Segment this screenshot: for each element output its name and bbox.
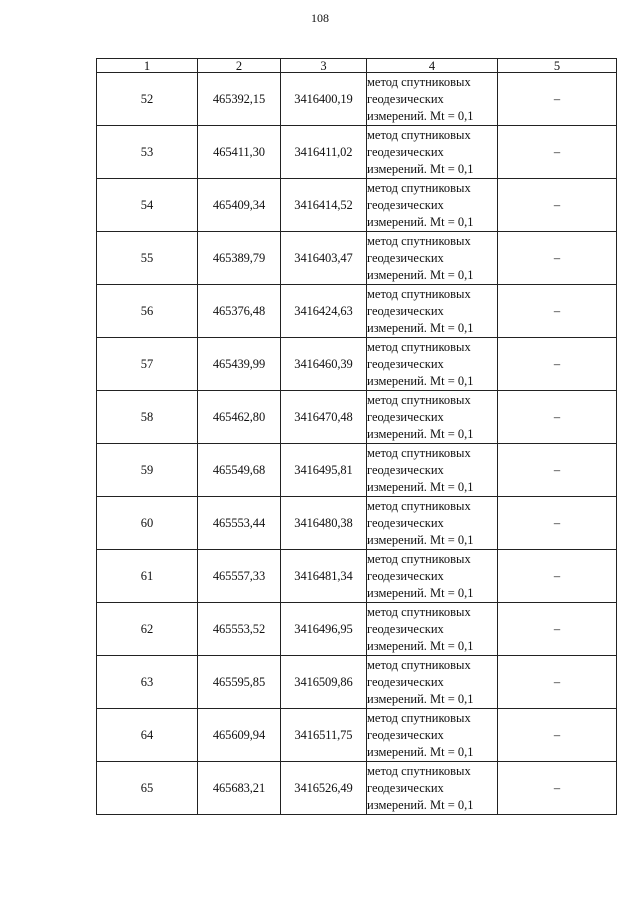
method-text-line: метод спутниковых xyxy=(367,286,471,301)
method-text-line: метод спутниковых xyxy=(367,710,471,725)
x-coordinate-cell: 465462,80 xyxy=(198,391,281,444)
method-cell xyxy=(367,497,498,550)
column-header-4: 4 xyxy=(367,59,498,73)
method-text-line: метод спутниковых xyxy=(367,392,471,407)
note-cell: – xyxy=(498,338,617,391)
note-cell: – xyxy=(498,391,617,444)
x-coordinate-cell: 465557,33 xyxy=(198,550,281,603)
point-number-cell: 64 xyxy=(97,709,198,762)
method-text-line: геодезических xyxy=(367,91,444,106)
point-number-cell: 61 xyxy=(97,550,198,603)
method-text-line: геодезических xyxy=(367,568,444,583)
note-cell: – xyxy=(498,232,617,285)
method-cell xyxy=(367,232,498,285)
note-cell: – xyxy=(498,126,617,179)
note-cell: – xyxy=(498,709,617,762)
y-coordinate-cell: 3416403,47 xyxy=(281,232,367,285)
method-text-line: геодезических xyxy=(367,674,444,689)
x-coordinate-cell: 465409,34 xyxy=(198,179,281,232)
point-number-cell: 60 xyxy=(97,497,198,550)
method-text-line: геодезических xyxy=(367,515,444,530)
method-text-line: геодезических xyxy=(367,727,444,742)
page-number: 108 xyxy=(311,11,329,25)
method-text-line: измерений. Mt = 0,1 xyxy=(367,532,474,547)
method-text-line: измерений. Mt = 0,1 xyxy=(367,214,474,229)
y-coordinate-cell: 3416414,52 xyxy=(281,179,367,232)
method-text-line: метод спутниковых xyxy=(367,127,471,142)
x-coordinate-cell: 465389,79 xyxy=(198,232,281,285)
method-cell xyxy=(367,603,498,656)
method-text-line: метод спутниковых xyxy=(367,498,471,513)
column-header-3: 3 xyxy=(281,59,367,73)
coordinates-table xyxy=(96,58,617,815)
method-cell xyxy=(367,285,498,338)
note-cell: – xyxy=(498,444,617,497)
note-cell: – xyxy=(498,497,617,550)
table-row xyxy=(97,232,617,285)
table-row xyxy=(97,603,617,656)
method-cell xyxy=(367,762,498,815)
method-text-line: метод спутниковых xyxy=(367,74,471,89)
table-row xyxy=(97,126,617,179)
point-number-cell: 53 xyxy=(97,126,198,179)
y-coordinate-cell: 3416460,39 xyxy=(281,338,367,391)
method-cell xyxy=(367,338,498,391)
table-row xyxy=(97,338,617,391)
table-row xyxy=(97,656,617,709)
method-text-line: измерений. Mt = 0,1 xyxy=(367,744,474,759)
method-text-line: метод спутниковых xyxy=(367,339,471,354)
x-coordinate-cell: 465595,85 xyxy=(198,656,281,709)
x-coordinate-cell: 465392,15 xyxy=(198,73,281,126)
method-text-line: геодезических xyxy=(367,780,444,795)
x-coordinate-cell: 465553,52 xyxy=(198,603,281,656)
point-number-cell: 52 xyxy=(97,73,198,126)
y-coordinate-cell: 3416481,34 xyxy=(281,550,367,603)
method-text-line: измерений. Mt = 0,1 xyxy=(367,108,474,123)
point-number-cell: 62 xyxy=(97,603,198,656)
column-header-1: 1 xyxy=(97,59,198,73)
point-number-cell: 65 xyxy=(97,762,198,815)
method-text-line: метод спутниковых xyxy=(367,180,471,195)
method-text-line: метод спутниковых xyxy=(367,657,471,672)
method-text-line: измерений. Mt = 0,1 xyxy=(367,373,474,388)
note-cell: – xyxy=(498,285,617,338)
y-coordinate-cell: 3416511,75 xyxy=(281,709,367,762)
x-coordinate-cell: 465376,48 xyxy=(198,285,281,338)
method-cell xyxy=(367,709,498,762)
method-text-line: геодезических xyxy=(367,197,444,212)
column-header-5: 5 xyxy=(498,59,617,73)
table-row xyxy=(97,391,617,444)
method-text-line: геодезических xyxy=(367,462,444,477)
note-cell: – xyxy=(498,762,617,815)
method-text-line: геодезических xyxy=(367,144,444,159)
y-coordinate-cell: 3416411,02 xyxy=(281,126,367,179)
method-text-line: измерений. Mt = 0,1 xyxy=(367,638,474,653)
method-text-line: измерений. Mt = 0,1 xyxy=(367,585,474,600)
method-text-line: геодезических xyxy=(367,303,444,318)
method-text-line: геодезических xyxy=(367,621,444,636)
method-text-line: измерений. Mt = 0,1 xyxy=(367,426,474,441)
method-cell xyxy=(367,550,498,603)
method-cell xyxy=(367,656,498,709)
method-cell xyxy=(367,126,498,179)
method-text-line: метод спутниковых xyxy=(367,604,471,619)
method-text-line: метод спутниковых xyxy=(367,233,471,248)
table-row xyxy=(97,497,617,550)
x-coordinate-cell: 465549,68 xyxy=(198,444,281,497)
method-text-line: метод спутниковых xyxy=(367,763,471,778)
x-coordinate-cell: 465609,94 xyxy=(198,709,281,762)
point-number-cell: 63 xyxy=(97,656,198,709)
column-header-2: 2 xyxy=(198,59,281,73)
y-coordinate-cell: 3416400,19 xyxy=(281,73,367,126)
y-coordinate-cell: 3416470,48 xyxy=(281,391,367,444)
method-cell xyxy=(367,73,498,126)
method-text-line: измерений. Mt = 0,1 xyxy=(367,797,474,812)
y-coordinate-cell: 3416495,81 xyxy=(281,444,367,497)
method-cell xyxy=(367,444,498,497)
method-text-line: измерений. Mt = 0,1 xyxy=(367,161,474,176)
method-text-line: измерений. Mt = 0,1 xyxy=(367,479,474,494)
point-number-cell: 59 xyxy=(97,444,198,497)
note-cell: – xyxy=(498,179,617,232)
method-text-line: геодезических xyxy=(367,409,444,424)
y-coordinate-cell: 3416526,49 xyxy=(281,762,367,815)
method-text-line: измерений. Mt = 0,1 xyxy=(367,320,474,335)
table-row xyxy=(97,179,617,232)
point-number-cell: 58 xyxy=(97,391,198,444)
y-coordinate-cell: 3416424,63 xyxy=(281,285,367,338)
point-number-cell: 54 xyxy=(97,179,198,232)
x-coordinate-cell: 465683,21 xyxy=(198,762,281,815)
y-coordinate-cell: 3416509,86 xyxy=(281,656,367,709)
table-row xyxy=(97,73,617,126)
x-coordinate-cell: 465553,44 xyxy=(198,497,281,550)
method-text-line: геодезических xyxy=(367,356,444,371)
method-cell xyxy=(367,391,498,444)
table-row xyxy=(97,709,617,762)
method-text-line: метод спутниковых xyxy=(367,551,471,566)
note-cell: – xyxy=(498,656,617,709)
point-number-cell: 55 xyxy=(97,232,198,285)
table-row xyxy=(97,285,617,338)
method-text-line: измерений. Mt = 0,1 xyxy=(367,267,474,282)
method-cell xyxy=(367,179,498,232)
method-text-line: измерений. Mt = 0,1 xyxy=(367,691,474,706)
method-text-line: метод спутниковых xyxy=(367,445,471,460)
y-coordinate-cell: 3416496,95 xyxy=(281,603,367,656)
point-number-cell: 56 xyxy=(97,285,198,338)
y-coordinate-cell: 3416480,38 xyxy=(281,497,367,550)
point-number-cell: 57 xyxy=(97,338,198,391)
x-coordinate-cell: 465411,30 xyxy=(198,126,281,179)
table-body xyxy=(97,73,617,815)
header-row xyxy=(97,59,617,73)
table-row xyxy=(97,444,617,497)
note-cell: – xyxy=(498,73,617,126)
table-row xyxy=(97,762,617,815)
note-cell: – xyxy=(498,550,617,603)
note-cell: – xyxy=(498,603,617,656)
method-text-line: геодезических xyxy=(367,250,444,265)
x-coordinate-cell: 465439,99 xyxy=(198,338,281,391)
table-row xyxy=(97,550,617,603)
